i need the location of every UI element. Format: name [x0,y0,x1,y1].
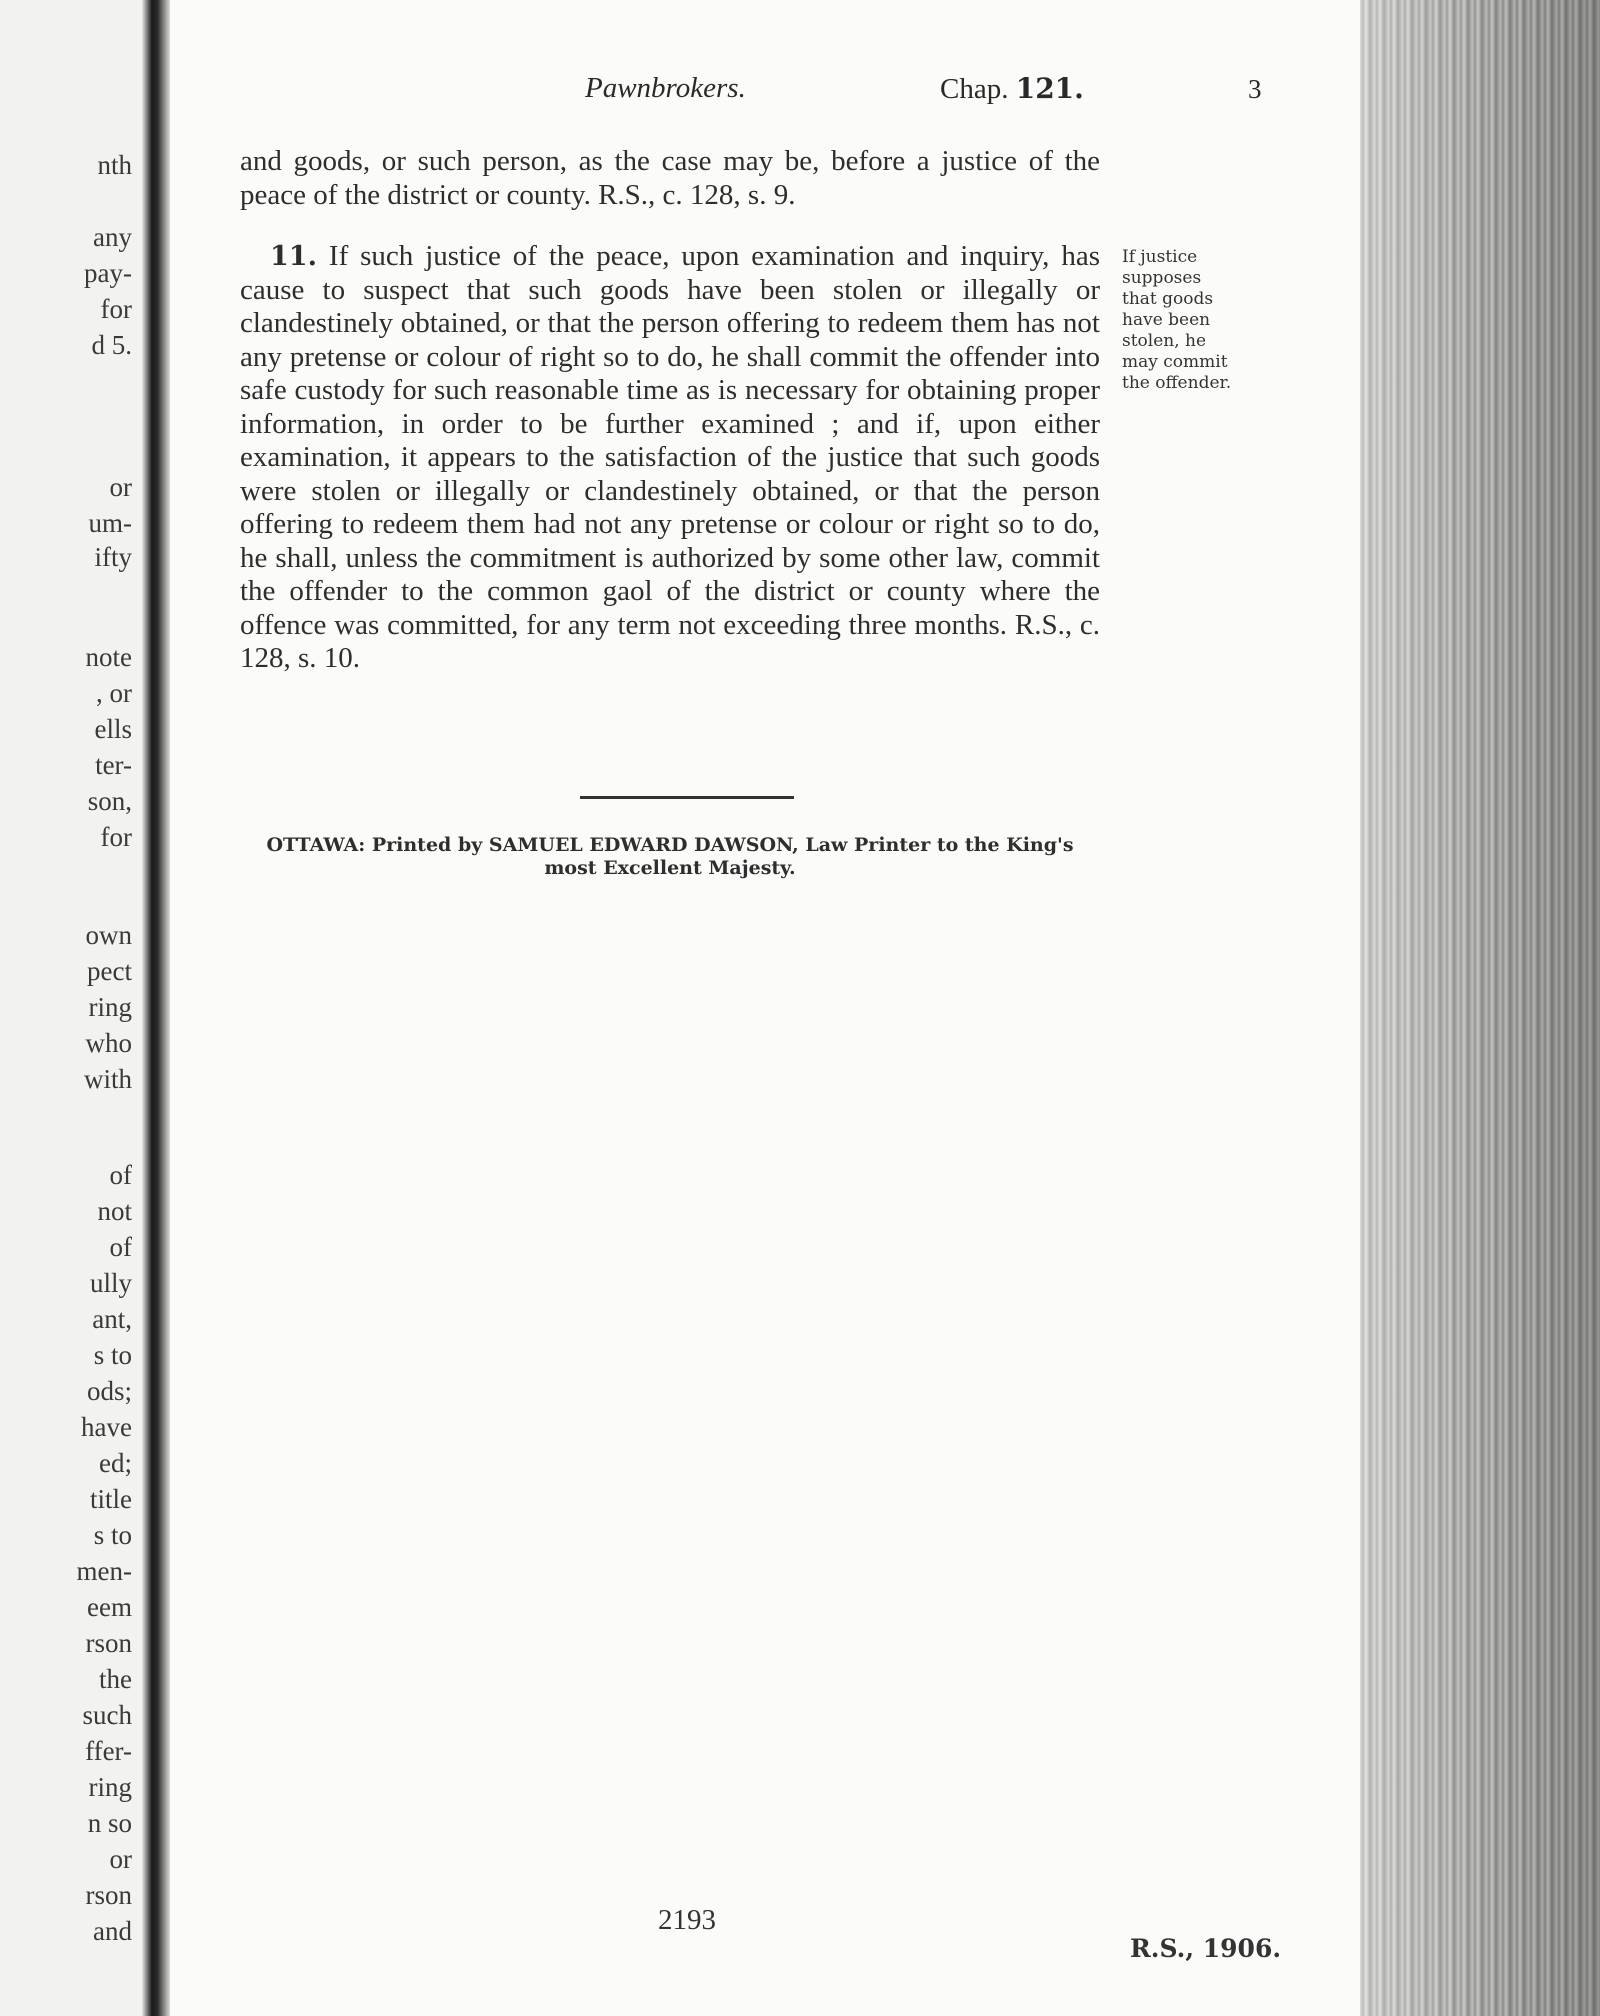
facing-page-line: n so [87,1808,132,1838]
closing-rule [580,796,794,799]
running-title: Pawnbrokers. [585,72,746,104]
running-head [170,68,1360,118]
marginal-note [1122,247,1272,394]
facing-page-line: with [83,1064,132,1094]
section-text: If such justice of the peace, upon examination and inquiry, has cause to suspect that such goods have been stolen or illegally or clandestinely obtained, or that the person offering to redeem them has not any pretense or colour of right so to do, he shall commit the offender into safe custody for such reasonable time as is necessary for obtaining proper information, in order to be further examined ; and if, upon either examination, it appears to the satisfaction of the justice that such goods were stolen or illegally or clandestinely obtained, or that the person offering to redeem them had not any pretense or colour or right so to do, he shall, unless the commitment is authorized by some other law, commit the offender to the common gaol of the district or county where the offence was committed, for any term not exceeding three months. R.S., c. 128, s. 10. [240,240,1101,674]
facing-page-line: rson [85,1628,132,1658]
facing-page-line: for [100,822,132,852]
facing-page-line: pay- [84,258,132,288]
printer-imprint [240,834,1100,880]
facing-page-line: ells [94,714,132,744]
facing-page-line: ffer- [85,1736,132,1766]
facing-page-line: the [99,1664,132,1694]
facing-page-line: title [90,1484,132,1514]
facing-page-line: d 5. [91,330,132,360]
facing-page-line: nth [97,150,132,180]
facing-page-line: or [109,1844,132,1874]
marginal-note-line: stolen, he [1122,331,1207,351]
facing-page-line: and [93,1916,132,1946]
marginal-note-line: that goods [1122,289,1214,309]
footer-edition: R.S., 1906. [1130,1934,1282,1963]
facing-page-line: , or [96,678,132,708]
facing-page-line: rson [85,1880,132,1910]
section-number: 11. [270,241,317,272]
facing-page-line: s to [93,1520,132,1550]
book-page [170,0,1360,2016]
marginal-note-line: have been [1122,310,1211,330]
facing-page-line: of [109,1232,132,1262]
facing-page-line: any [93,222,132,252]
chapter-number: 121. [1015,72,1084,105]
facing-page-fragment [0,0,142,2016]
facing-page-line: not [97,1196,132,1226]
facing-page-line: son, [87,786,132,816]
facing-page-line: for [100,294,132,324]
facing-page-line: s to [93,1340,132,1370]
continued-paragraph: and goods, or such person, as the case may be, before a justice of the peace of the district or county. R.S., c. 128, s. 9. [240,145,1100,211]
facing-page-line: ring [88,1772,132,1802]
marginal-note-line: If justice [1122,247,1198,267]
body-text [240,145,1100,676]
chapter-label [940,72,1084,106]
facing-page-line: note [85,642,132,672]
footer-page-number: 2193 [658,1904,716,1936]
facing-page-line: own [85,920,132,950]
facing-page-line: men- [76,1556,132,1586]
facing-page-line: or [109,472,132,502]
facing-page-line: of [109,1160,132,1190]
facing-page-line: ods; [86,1376,132,1406]
facing-page-line: who [85,1028,132,1058]
facing-page-line: such [82,1700,132,1730]
facing-page-line: have [81,1412,132,1442]
facing-page-line: um- [88,508,132,538]
facing-page-line: ring [88,992,132,1022]
book-gutter [142,0,170,2016]
facing-page-line: ully [89,1268,132,1298]
facing-page-line: ant, [92,1304,132,1334]
facing-page-line: ed; [99,1448,132,1478]
facing-page-line: eem [87,1592,132,1622]
facing-page-line: pect [87,956,132,986]
marginal-note-line: supposes [1122,268,1202,288]
section-11 [240,240,1100,676]
imprint-line-1: OTTAWA: Printed by SAMUEL EDWARD DAWSON, Law Printer to the King's [266,834,1074,856]
header-page-number: 3 [1248,74,1262,104]
marginal-note-line: the offender. [1122,373,1232,393]
facing-page-line: ifty [94,542,132,572]
page-fore-edge [1360,0,1600,2016]
imprint-line-2: most Excellent Majesty. [544,857,796,879]
marginal-note-line: may commit [1122,352,1228,372]
chapter-word: Chap. [940,73,1009,105]
facing-page-line: ter- [95,750,132,780]
